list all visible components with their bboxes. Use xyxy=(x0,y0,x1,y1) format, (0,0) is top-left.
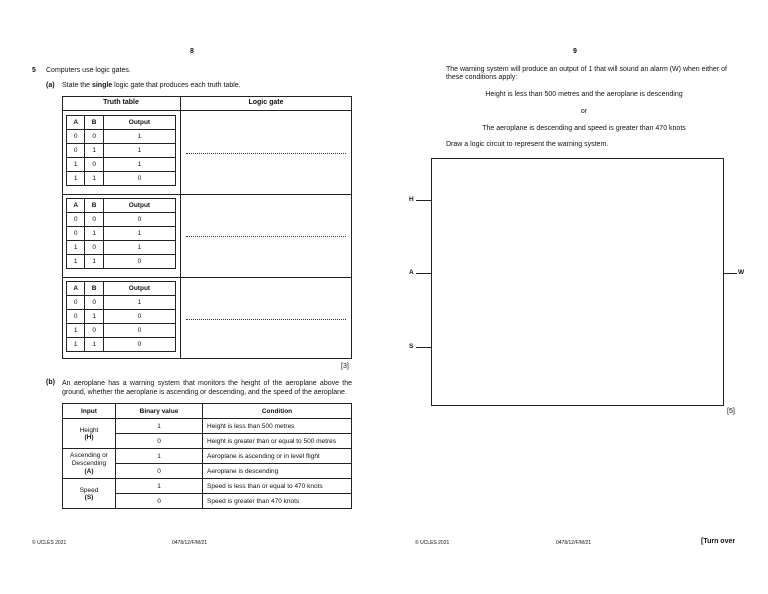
part-a-pre: State the xyxy=(62,82,92,89)
input-ascending: Ascending or Descending (A) xyxy=(63,449,116,479)
table-row: 1 0 1 xyxy=(67,241,176,255)
marks-a: [3] xyxy=(341,363,349,370)
truth-table-3 xyxy=(66,281,176,352)
part-a-text xyxy=(62,82,241,89)
intro-text: The warning system will produce an output of 1 that will sound an alarm (W) when either of these conditions apply: xyxy=(446,66,727,81)
condition-1: Height is less than 500 metres and the aeroplane is descending xyxy=(485,91,683,98)
footer-copyright-left: © UCLES 2021 xyxy=(32,540,67,546)
conditions-table xyxy=(62,403,352,509)
part-b-text: An aeroplane has a warning system that monitors the height of the aeroplane above the ground, whether the aeroplane is ascending or descending, and the speed of the aeroplane. xyxy=(62,380,352,396)
table-row: Height (H) 1 Height is less than 500 metres xyxy=(63,419,352,434)
part-a-post: logic gate that produces each truth table. xyxy=(112,82,241,89)
table-row: 1 1 0 xyxy=(67,172,176,186)
page-number-left: 8 xyxy=(190,48,194,55)
table-row: 1 1 0 xyxy=(67,338,176,352)
col-b: B xyxy=(85,199,103,213)
question-number: 5 xyxy=(32,67,36,74)
circuit-drawing-area[interactable] xyxy=(431,158,724,406)
table-row: 0 Aeroplane is descending xyxy=(63,464,352,479)
footer-code-right: 0478/12/F/M/21 xyxy=(556,540,592,546)
logic-gate-header: Logic gate xyxy=(248,99,284,106)
header-condition: Condition xyxy=(203,404,352,419)
marks-right: [5] xyxy=(727,408,735,415)
table-row: 1 0 0 xyxy=(67,324,176,338)
answer-line-1[interactable] xyxy=(186,153,346,154)
col-b: B xyxy=(85,282,103,296)
input-line-h xyxy=(416,200,431,201)
col-a: A xyxy=(67,116,85,130)
truth-table-2 xyxy=(66,198,176,269)
header-input: Input xyxy=(63,404,116,419)
table-row: 0 Speed is greater than 470 knots xyxy=(63,494,352,509)
instruction-text: Draw a logic circuit to represent the warning system. xyxy=(446,141,609,148)
col-b: B xyxy=(85,116,103,130)
part-b-label: (b) xyxy=(46,379,55,386)
table-row: Ascending or Descending (A) 1 Aeroplane is ascending or in level flight xyxy=(63,449,352,464)
condition-2: The aeroplane is descending and speed is greater than 470 knots xyxy=(482,125,686,132)
page-number-right: 9 xyxy=(573,48,577,55)
table-row: 0 1 1 xyxy=(67,227,176,241)
truth-table-1 xyxy=(66,115,176,186)
table-row: 1 0 1 xyxy=(67,158,176,172)
part-a-label: (a) xyxy=(46,82,55,89)
output-label-w: W xyxy=(738,269,745,276)
answer-line-2[interactable] xyxy=(186,236,346,237)
input-line-a xyxy=(416,273,431,274)
col-a: A xyxy=(67,282,85,296)
table-row: 0 0 1 xyxy=(67,130,176,144)
frame-header-divider xyxy=(62,110,352,111)
table-row: Speed (S) 1 Speed is less than or equal to 470 knots xyxy=(63,479,352,494)
input-label-h: H xyxy=(409,196,414,203)
section-divider-1 xyxy=(62,194,352,195)
truth-table-header: Truth table xyxy=(103,99,139,106)
table-row: 0 0 1 xyxy=(67,296,176,310)
output-line-w xyxy=(723,273,737,274)
table-row: 0 1 0 xyxy=(67,310,176,324)
question-text: Computers use logic gates. xyxy=(46,67,131,74)
table-row: 0 0 0 xyxy=(67,213,176,227)
header-binary-value: Binary value xyxy=(116,404,203,419)
input-height: Height (H) xyxy=(63,419,116,449)
col-output: Output xyxy=(103,116,175,130)
table-row: 0 Height is greater than or equal to 500 metres xyxy=(63,434,352,449)
part-a-bold: single xyxy=(91,82,113,89)
col-a: A xyxy=(67,199,85,213)
input-line-s xyxy=(416,347,431,348)
or-text: or xyxy=(580,108,588,115)
frame-vertical-divider xyxy=(180,96,181,359)
footer-code-left: 0478/12/F/M/21 xyxy=(172,540,208,546)
turn-over: [Turn over xyxy=(701,538,736,545)
col-output: Output xyxy=(103,282,175,296)
input-speed: Speed (S) xyxy=(63,479,116,509)
answer-line-3[interactable] xyxy=(186,319,346,320)
input-label-s: S xyxy=(409,343,414,350)
table-row: 0 1 1 xyxy=(67,144,176,158)
section-divider-2 xyxy=(62,277,352,278)
input-label-a: A xyxy=(409,269,414,276)
table-row: 1 1 0 xyxy=(67,255,176,269)
footer-copyright-right: © UCLES 2021 xyxy=(415,540,450,546)
col-output: Output xyxy=(103,199,175,213)
